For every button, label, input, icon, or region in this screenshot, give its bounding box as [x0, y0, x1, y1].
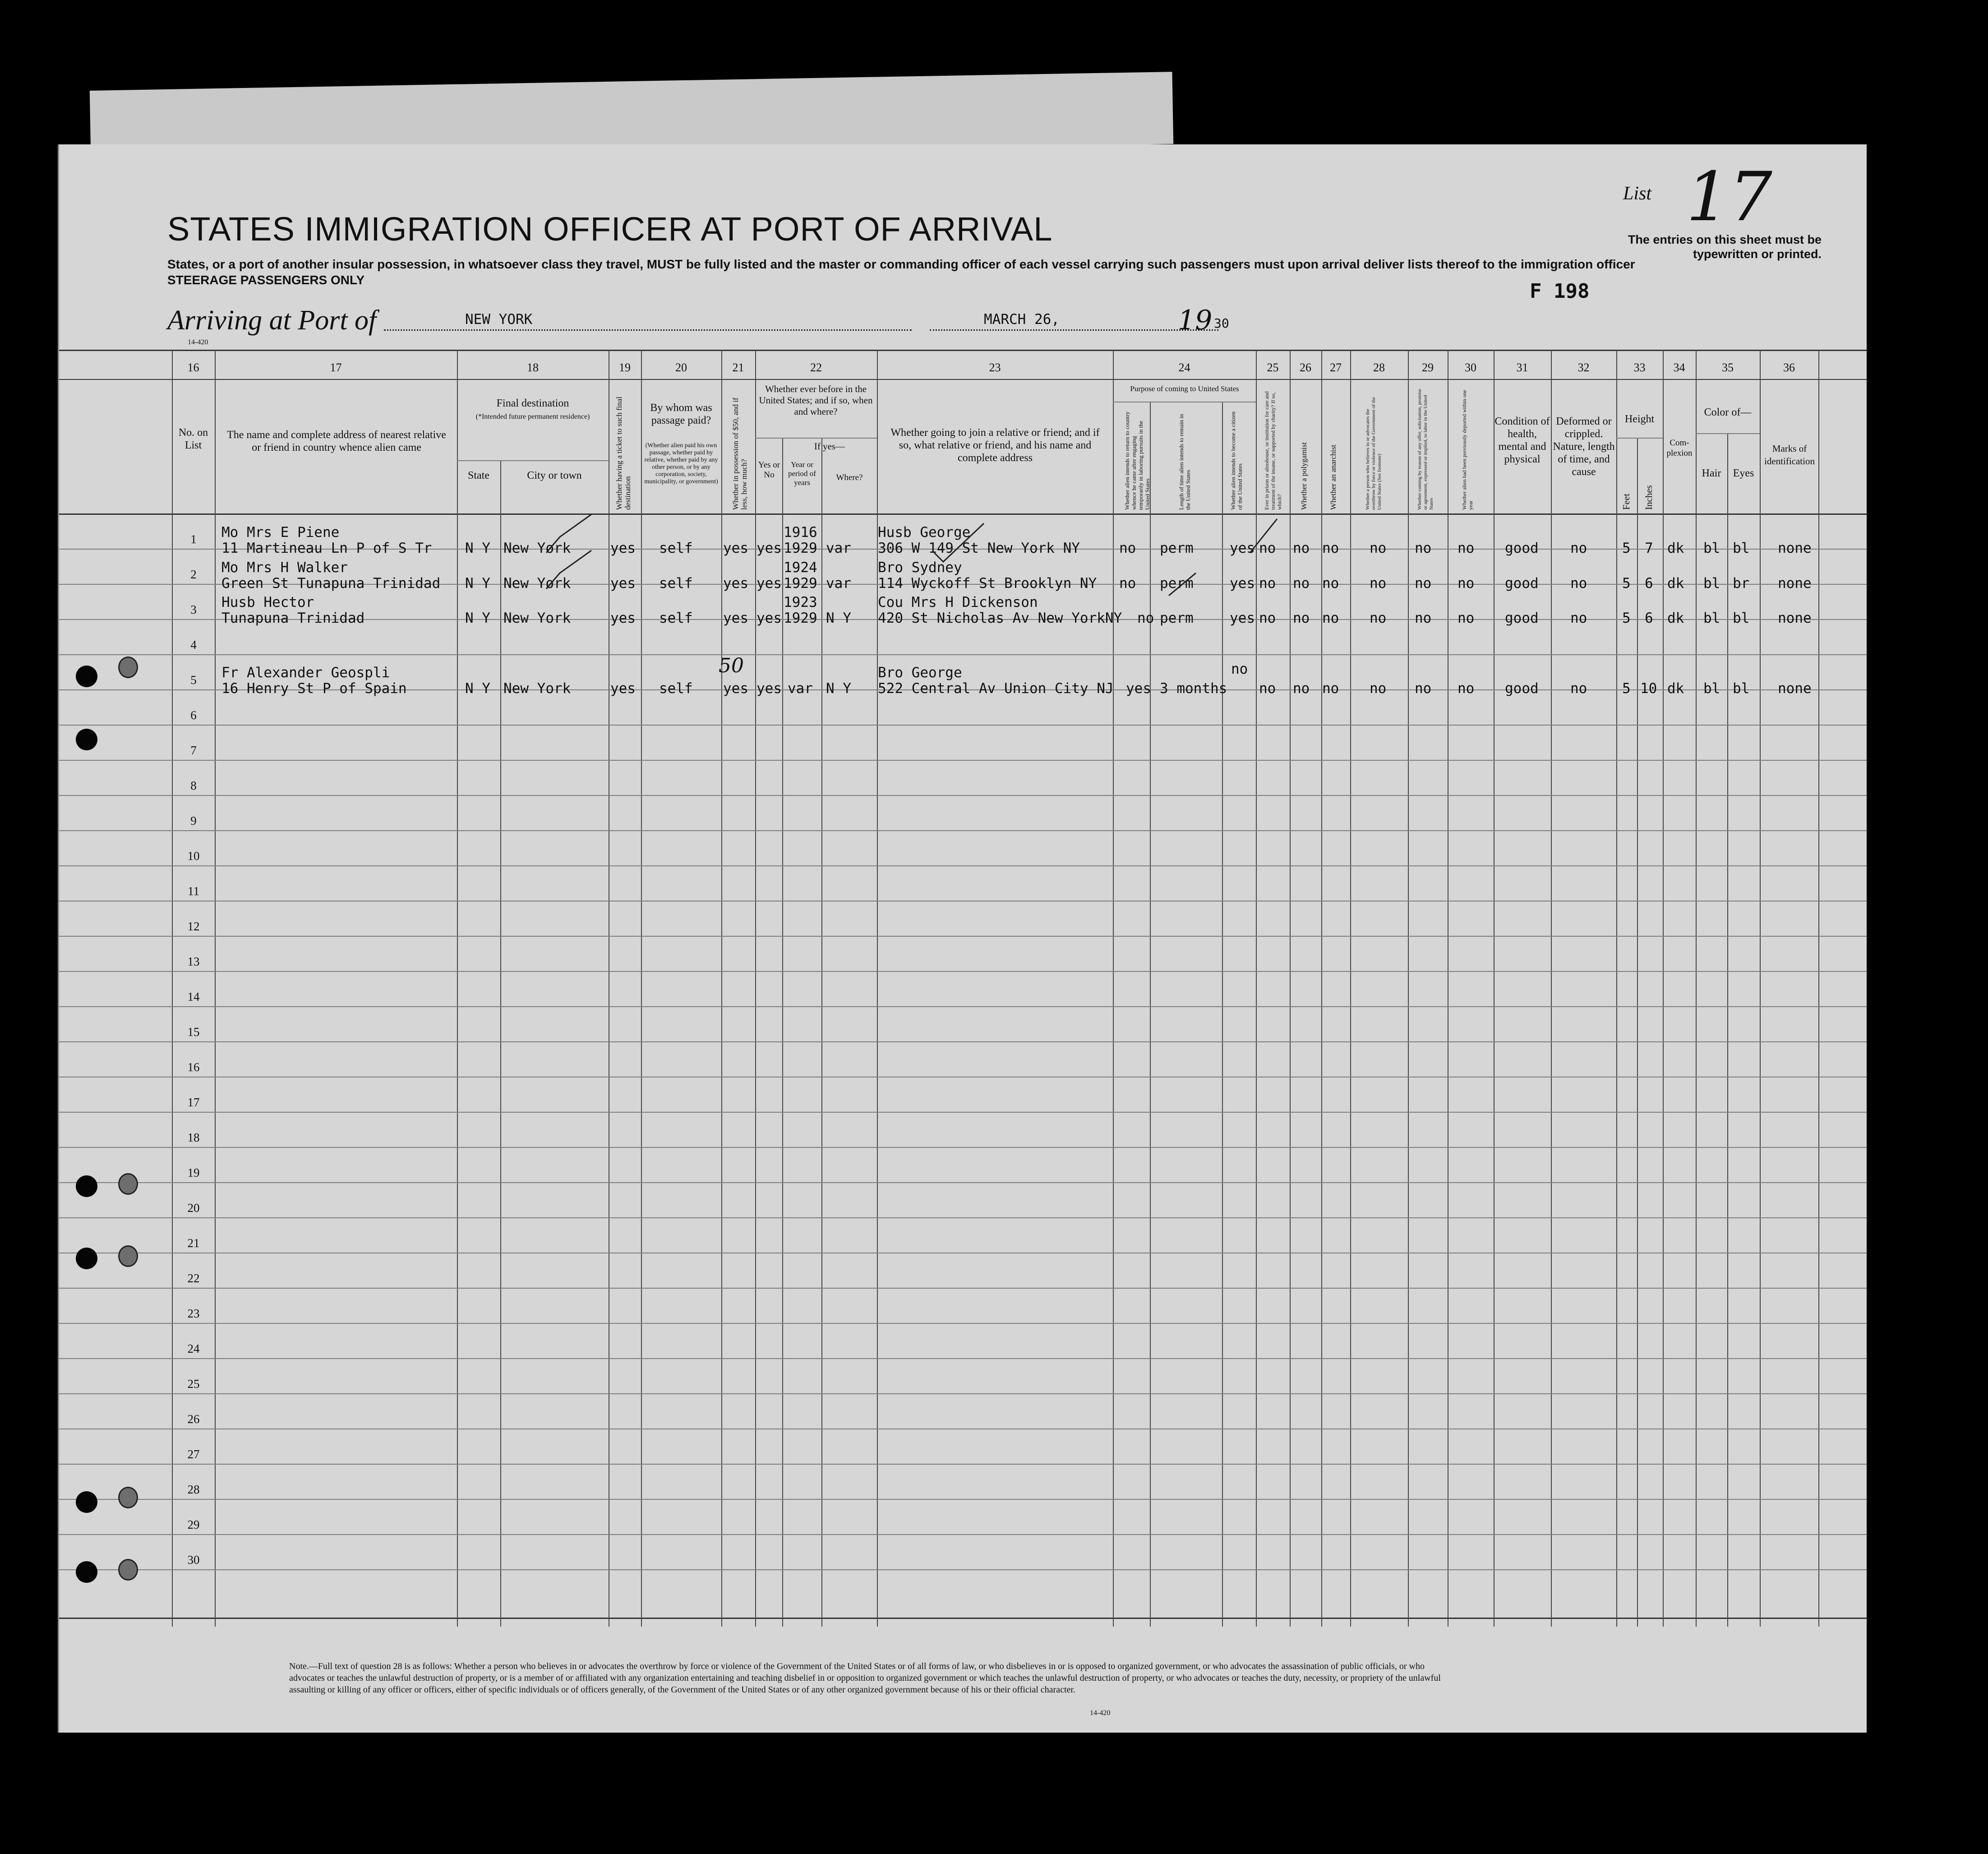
row-number: 7 [190, 744, 197, 757]
labor-offer: no [1415, 575, 1432, 592]
header-become-citizen: Whether alien intends to become a citizen of the United States [1230, 411, 1243, 510]
passage-paid-by: self [659, 610, 693, 626]
height-inches: 10 [1640, 680, 1657, 697]
footnote-form-code: 14-420 [1090, 1709, 1111, 1717]
joining-relative: Cou Mrs H Dickenson [878, 594, 1038, 610]
col-number: 32 [1577, 361, 1590, 374]
header-height: Height [1624, 413, 1655, 425]
been-before: yes [756, 575, 782, 592]
col-number: 36 [1783, 361, 1795, 374]
list-number: 17 [1686, 158, 1772, 236]
row-rule [59, 1393, 1867, 1394]
binder-hole [118, 1487, 138, 1508]
joining-address: 522 Central Av Union City NJ [878, 680, 1114, 697]
length-of-stay: 3 months [1160, 680, 1227, 697]
ticket: yes [610, 680, 636, 697]
handwritten-checkmarks [59, 144, 1868, 731]
header-ever-before: Whether ever before in the United States; and if so, when and where? [759, 384, 873, 417]
row-number: 1 [190, 532, 197, 546]
header-overthrow: Whether a person who believes in or advocates the overthrow by force or violence of the Government of the United States (See footnote) [1365, 397, 1382, 510]
hair-color: bl [1703, 575, 1720, 592]
height-feet: 5 [1622, 575, 1631, 592]
year-prior: 1929 [784, 540, 817, 556]
intends-return: yes [1126, 680, 1151, 697]
binder-hole [76, 1248, 97, 1269]
header-city: City or town [527, 470, 582, 481]
header-if-yes: If yes— [814, 441, 845, 452]
row-rule [59, 1358, 1867, 1359]
height-inches: 6 [1645, 610, 1653, 626]
form-subtitle: States, or a port of another insular possession, in whatsoever class they travel, MUST be fully listed and the master or commanding officer of each vessel carrying such passengers must upon arrival deliver lists thereof to the immigration officer [167, 257, 1635, 271]
binder-hole [118, 657, 138, 678]
dest-city: New York [503, 610, 571, 626]
header-feet: Feet [1621, 493, 1632, 510]
relative-name: Mo Mrs E Piene [221, 524, 340, 541]
header-color: Color of— [1704, 407, 1752, 418]
row-rule [59, 1112, 1867, 1113]
row-rule [59, 1217, 1867, 1218]
col-number: 31 [1516, 361, 1528, 374]
row-rule [59, 936, 1867, 937]
year-suffix: 30 [1214, 316, 1229, 331]
height-feet: 5 [1622, 540, 1631, 556]
hair-color: bl [1703, 540, 1720, 556]
row-number: 26 [187, 1412, 200, 1426]
height-feet: 5 [1622, 610, 1631, 626]
header-year: Year or period of years [788, 460, 816, 487]
row-rule [59, 1147, 1867, 1148]
year-prior: 1923 [784, 594, 817, 610]
health: good [1505, 610, 1539, 626]
header-eyes: Eyes [1733, 467, 1754, 479]
height-feet: 5 [1622, 680, 1631, 697]
row-rule [59, 795, 1867, 796]
deformed: no [1570, 610, 1587, 626]
relative-name: Fr Alexander Geospli [221, 665, 390, 681]
passage-paid-by: self [659, 680, 693, 697]
prison: no [1259, 680, 1276, 697]
been-before: yes [756, 610, 782, 626]
row-number: 23 [187, 1307, 200, 1320]
binder-hole [76, 1175, 97, 1197]
row-number: 24 [187, 1342, 200, 1355]
deported: no [1458, 610, 1475, 626]
header-going-to-join: Whether going to join a relative or friend; and if so, what relative or friend, and his name and complete address [890, 427, 1100, 464]
binder-hole [118, 1245, 138, 1267]
relative-address: Tunapuna Trinidad [221, 610, 365, 626]
binder-hole [76, 1491, 97, 1513]
row-rule [59, 971, 1867, 972]
row-rule [59, 901, 1867, 902]
overthrow: no [1370, 610, 1387, 626]
binder-hole [118, 1559, 138, 1581]
anarchist: no [1322, 575, 1339, 592]
col-number: 19 [619, 361, 631, 374]
row-number: 18 [187, 1131, 200, 1144]
port-name: NEW YORK [465, 311, 533, 328]
labor-offer: no [1415, 540, 1432, 556]
length-of-stay: perm [1160, 575, 1194, 592]
passage-paid-by: self [659, 575, 693, 592]
passenger-class: STEERAGE PASSENGERS ONLY [167, 273, 365, 287]
dest-city: New York [503, 540, 571, 556]
row-number: 3 [190, 603, 197, 616]
become-citizen: yes [1230, 540, 1255, 556]
header-ticket: Whether having a ticket to such final destination [615, 396, 632, 510]
col-number: 24 [1178, 361, 1190, 374]
ticket: yes [610, 610, 636, 626]
header-polygamist: Whether a polygamist [1300, 442, 1308, 510]
row-number: 29 [187, 1518, 200, 1531]
header-state: State [468, 470, 489, 481]
header-no-on-list: No. on List [178, 427, 208, 451]
identification-marks: none [1778, 540, 1812, 556]
deported: no [1458, 575, 1475, 592]
anarchist: no [1322, 680, 1339, 697]
money-amount-handwritten: 50 [719, 654, 744, 677]
row-number: 22 [187, 1271, 200, 1285]
passage-paid-by: self [659, 540, 693, 556]
row-number: 5 [190, 673, 197, 687]
col-number: 29 [1422, 361, 1434, 374]
joining-relative: Husb George [878, 524, 971, 541]
row-number: 9 [190, 814, 197, 828]
year-prior: var [788, 680, 813, 697]
col-number: 26 [1300, 361, 1311, 374]
polygamist: no [1293, 610, 1310, 626]
row-number: 11 [188, 884, 199, 898]
col-number: 30 [1465, 361, 1476, 374]
col-number: 18 [527, 361, 539, 374]
deformed: no [1570, 540, 1587, 556]
overthrow: no [1370, 680, 1387, 697]
header-anarchist: Whether an anarchist [1329, 444, 1338, 510]
row-number: 27 [187, 1447, 200, 1461]
header-marks: Marks of identification [1764, 443, 1815, 467]
year-prefix: 19 [1178, 305, 1213, 336]
row-rule [59, 1464, 1867, 1465]
hair-color: bl [1703, 680, 1720, 697]
joining-address: 114 Wyckoff St Brooklyn NY [878, 575, 1097, 592]
polygamist: no [1293, 540, 1310, 556]
identification-marks: none [1778, 610, 1812, 626]
been-before: yes [756, 540, 782, 556]
relative-address: 16 Henry St P of Spain [221, 680, 407, 697]
sheet-number: F 198 [1530, 280, 1590, 303]
manifest-sheet [58, 144, 1867, 1733]
list-label: List [1623, 183, 1652, 204]
footnote: Note.—Full text of question 28 is as follows: Whether a person who believes in or advocates the overthrow by force or violence of the Government of the United States or of all forms of law, or who disbelieves in or is opposed to organized government, or who advocates the assassination of public officials, or who advocates or teaches the unlawful destruction of property, or is a member of or affiliated with any organization entertaining and teaching disbelief in or opposition to organized government or which teaches the unlawful destruction of property, or who advocates or teaches the duty, necessity, or propriety of the unlawful assaulting or killing of any officer or officers, either of specific individuals or of officers generally, of the Government of the United States or of any other organized government because of his or their official character. [289, 1661, 1441, 1695]
header-length-of-stay: Length of time alien intends to remain in the United States [1178, 414, 1191, 510]
form-code: 14-420 [188, 338, 208, 346]
header-purpose: Purpose of coming to United States [1130, 384, 1239, 393]
header-yes-no: Yes or No [758, 460, 780, 480]
col-number: 27 [1330, 361, 1342, 374]
become-citizen: yes [1230, 610, 1255, 626]
row-number: 10 [187, 849, 200, 863]
header-intends-return: Whether alien intends to return to country whence he came after engaging temporarily in laboring pursuits in the United States [1124, 411, 1151, 510]
health: good [1505, 575, 1539, 592]
row-number: 19 [187, 1166, 200, 1179]
intends-return: no [1119, 540, 1136, 556]
row-rule [59, 1499, 1867, 1500]
identification-marks: none [1778, 575, 1812, 592]
relative-name: Mo Mrs H Walker [221, 559, 348, 576]
row-number: 12 [187, 920, 200, 933]
year-prior: 1924 [784, 559, 817, 576]
anarchist: no [1322, 610, 1339, 626]
col-number: 20 [675, 361, 687, 374]
polygamist: no [1293, 575, 1310, 592]
row-number: 16 [187, 1060, 200, 1074]
dest-state: N Y [465, 610, 490, 626]
deformed: no [1570, 575, 1587, 592]
row-number: 25 [187, 1377, 200, 1391]
ticket: yes [610, 575, 636, 592]
height-inches: 6 [1645, 575, 1653, 592]
prison: no [1259, 540, 1276, 556]
length-of-stay: perm [1160, 540, 1194, 556]
relative-address: Green St Tunapuna Trinidad [221, 575, 441, 592]
row-rule [59, 760, 1867, 761]
has-fifty: yes [723, 610, 748, 626]
labor-offer: no [1415, 610, 1432, 626]
header-final-destination-note: (*Intended future permanent residence) [475, 413, 590, 421]
intends-return: no [1137, 610, 1154, 626]
row-number: 20 [187, 1201, 200, 1215]
deformed: no [1570, 680, 1587, 697]
dest-state: N Y [465, 680, 490, 697]
col-number: 34 [1673, 361, 1685, 374]
col-number: 28 [1373, 361, 1385, 374]
anarchist: no [1322, 540, 1339, 556]
col-number: 21 [732, 361, 744, 374]
where-prior: N Y [826, 610, 851, 626]
row-number: 17 [187, 1096, 200, 1109]
row-number: 2 [190, 568, 197, 581]
joining-address: 420 St Nicholas Av New YorkNY [878, 610, 1122, 626]
polygamist: no [1293, 680, 1310, 697]
binder-hole [76, 729, 97, 750]
ticket: yes [610, 540, 636, 556]
dest-state: N Y [465, 575, 490, 592]
has-fifty: yes [723, 680, 748, 697]
complexion: dk [1667, 680, 1684, 697]
col-number: 23 [989, 361, 1001, 374]
col-number: 33 [1633, 361, 1646, 374]
dest-city: New York [503, 575, 571, 592]
become-citizen: no [1231, 661, 1248, 677]
row-number: 21 [187, 1236, 200, 1250]
complexion: dk [1667, 540, 1684, 556]
joining-relative: Bro Sydney [878, 559, 962, 576]
header-passage-paid-note: (Whether alien paid his own passage, whether paid by relative, whether paid by any other person, or by any corporation, society, municipality, or government) [644, 442, 718, 485]
has-fifty: yes [723, 575, 748, 592]
eye-color: bl [1733, 680, 1750, 697]
has-fifty: yes [723, 540, 748, 556]
header-deported: Whether alien had been previously deported within one year [1461, 389, 1474, 510]
header-complexion: Com-plexion [1666, 438, 1693, 458]
complexion: dk [1667, 610, 1684, 626]
prison: no [1259, 575, 1276, 592]
row-rule [59, 830, 1867, 831]
header-deformed: Deformed or crippled. Nature, length of time, and cause [1553, 416, 1615, 478]
overthrow: no [1370, 540, 1387, 556]
row-rule [59, 1569, 1867, 1570]
identification-marks: none [1778, 680, 1812, 697]
eye-color: br [1733, 575, 1750, 592]
arrival-date: MARCH 26, [984, 311, 1060, 328]
labor-offer: no [1415, 680, 1432, 697]
row-rule [59, 1182, 1867, 1183]
health: good [1505, 680, 1539, 697]
year-prior: 1916 [784, 524, 817, 541]
row-number: 13 [187, 955, 200, 968]
row-number: 4 [190, 638, 197, 652]
binder-hole [118, 1173, 138, 1195]
intends-return: no [1119, 575, 1136, 592]
row-number: 30 [187, 1553, 200, 1567]
complexion: dk [1667, 575, 1684, 592]
row-number: 6 [190, 708, 197, 722]
header-fifty-dollars: Whether in possession of $50, and if less, how much? [731, 398, 748, 510]
joining-address: 306 W 149 St New York NY [878, 540, 1080, 556]
year-prior: 1929 [784, 575, 817, 592]
row-number: 14 [187, 990, 200, 1003]
deported: no [1458, 540, 1475, 556]
hair-color: bl [1703, 610, 1720, 626]
height-inches: 7 [1645, 540, 1653, 556]
header-nearest-relative: The name and complete address of nearest relative or friend in country whence alien came [227, 429, 446, 453]
arriving-label: Arriving at Port of [167, 305, 377, 336]
form-title: STATES IMMIGRATION OFFICER AT PORT OF ARRIVAL [167, 210, 1053, 248]
header-final-destination: Final destination [496, 398, 569, 409]
row-rule [59, 1534, 1867, 1535]
joining-relative: Bro George [878, 665, 962, 681]
row-rule [59, 1288, 1867, 1289]
header-inches: Inches [1643, 485, 1654, 510]
col-number: 16 [187, 361, 199, 374]
deported: no [1458, 680, 1475, 697]
row-rule [59, 865, 1867, 866]
col-number: 17 [330, 361, 342, 374]
row-number: 8 [190, 779, 197, 792]
row-rule [59, 1041, 1867, 1042]
row-number: 15 [187, 1025, 200, 1039]
year-prior: 1929 [784, 610, 817, 626]
prison: no [1259, 610, 1276, 626]
relative-name: Husb Hector [221, 594, 314, 610]
overthrow: no [1370, 575, 1387, 592]
col-number: 35 [1722, 361, 1734, 374]
header-passage-paid: By whom was passage paid? [650, 402, 712, 426]
eye-color: bl [1733, 610, 1750, 626]
header-health: Condition of health, mental and physical [1494, 416, 1550, 465]
dest-city: New York [503, 680, 571, 697]
relative-address: 11 Martineau Ln P of S Tr [221, 540, 432, 556]
col-number: 22 [810, 361, 822, 374]
row-rule [59, 1006, 1867, 1007]
col-number: 25 [1267, 361, 1279, 374]
header-hair: Hair [1702, 467, 1721, 479]
length-of-stay: perm [1160, 610, 1194, 626]
where-prior: var [826, 540, 851, 556]
been-before: yes [756, 680, 782, 697]
eye-color: bl [1733, 540, 1750, 556]
health: good [1505, 540, 1539, 556]
become-citizen: yes [1230, 575, 1255, 592]
row-rule [59, 1323, 1867, 1324]
row-number: 28 [187, 1483, 200, 1496]
dest-state: N Y [465, 540, 490, 556]
where-prior: var [826, 575, 851, 592]
header-prison: Ever in prison or almshouse, or institution for care and treatment of the insane, or supported by charity? If so, which? [1264, 391, 1282, 510]
binder-hole [76, 1561, 97, 1583]
list-instruction: The entries on this sheet must be typewritten or printed. [1628, 233, 1822, 261]
header-labor-offer: Whether coming by reason of any offer, solicitation, promise or agreement, expressed or implied, to labor in the United States [1417, 388, 1434, 510]
header-where: Where? [836, 473, 863, 482]
where-prior: N Y [826, 680, 851, 697]
table-bottom-rule [59, 1618, 1867, 1619]
binder-hole [76, 666, 97, 687]
